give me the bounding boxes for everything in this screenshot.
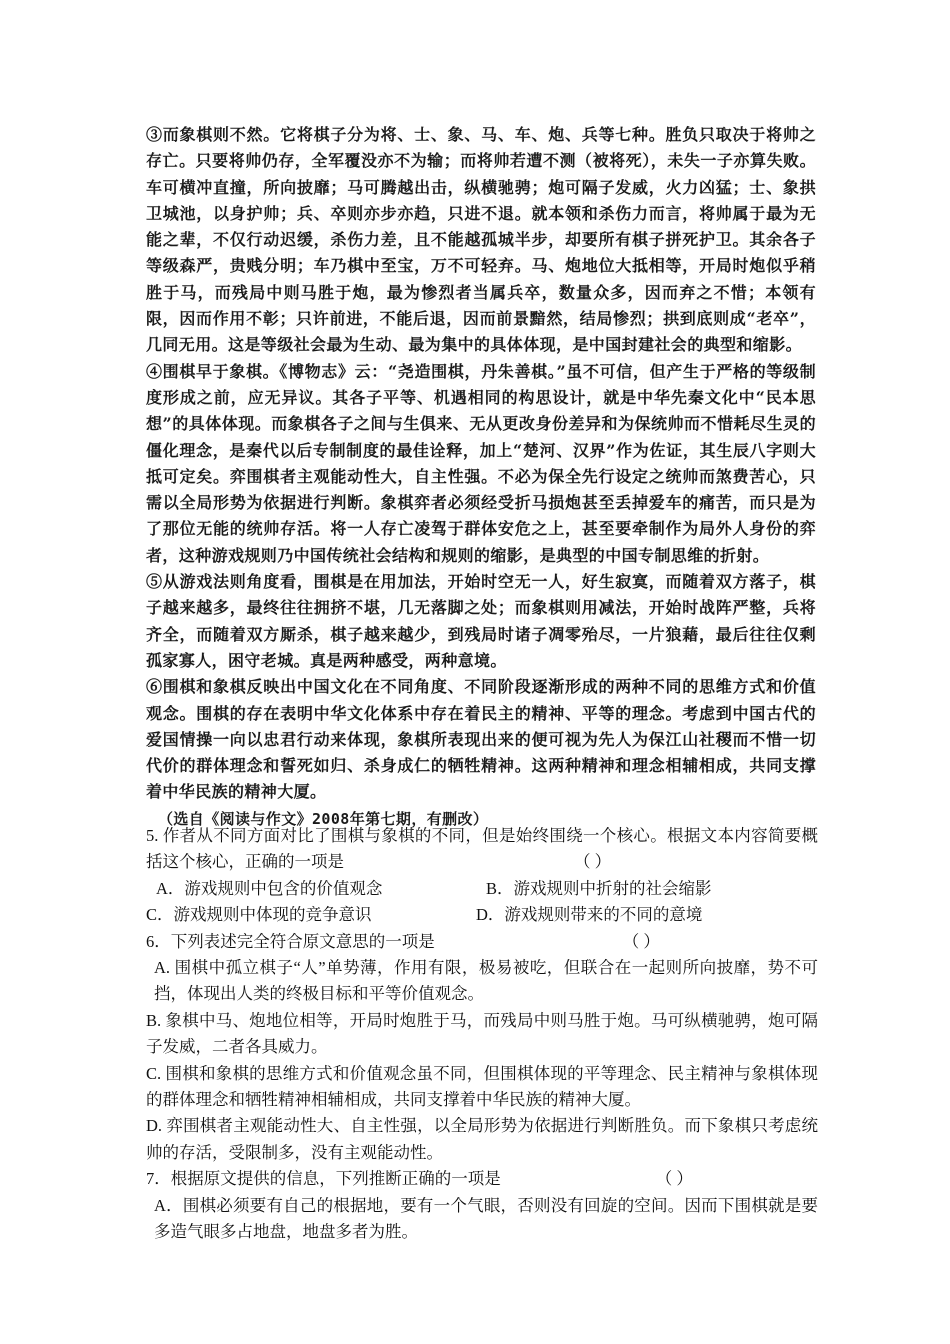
answer-blank-6: （ ） xyxy=(622,931,660,951)
paragraph-5: ⑤从游戏法则角度看，围棋是在用加法，开始时空无一人，好生寂寞，而随着双方落子，棋子越来越多，最终往往拥挤不堪，几无落脚之处；而象棋则用减法，开始时战阵严整，兵将齐全，而随着双方厮杀，棋子越来越少，到残局时诸子凋零殆尽，一片狼藉，最后往往仅剩孤家寡人，困守老城。真是两种感受，两种意境。 xyxy=(146,572,816,670)
questions-section xyxy=(146,823,818,1246)
question-7-text: 7．根据原文提供的信息，下列推断正确的一项是 xyxy=(146,1169,501,1189)
option-5a: A．游戏规则中包含的价值观念 xyxy=(156,878,383,898)
question-6-stem xyxy=(146,929,818,955)
paragraph-3: ③而象棋则不然。它将棋子分为将、士、象、马、车、炮、兵等七种。胜负只取决于将帅之存亡。只要将帅仍存，全军覆没亦不为输；而将帅若遭不测（被将死），未失一子亦算失败。车可横冲直撞，所向披靡；马可腾越出击，纵横驰骋；炮可隔子发威，火力凶猛；士、象拱卫城池，以身护帅；兵、卒则亦步亦趋，只进不退。就本领和杀伤力而言，将帅属于最为无能之辈，不仅行动迟缓，杀伤力差，且不能越孤城半步，却要所有棋子拼死护卫。其余各子等级森严，贵贱分明；车乃棋中至宝，万不可轻弃。马、炮地位大抵相等，开局时炮似乎稍胜于马，而残局中则马胜于炮，最为惨烈者当属兵卒，数量众多，因而弃之不惜；本领有限，因而作用不彰；只许前进，不能后退，因而前景黯然，结局惨烈；拱到底则成“老卒”，几同无用。这是等级社会最为生动、最为集中的具体体现，是中国封建社会的典型和缩影。 xyxy=(146,125,816,355)
option-6b: B. 象棋中马、炮地位相等，开局时炮胜于马，而残局中则马胜于炮。马可纵横驰骋，炮可隔子发威，二者各具威力。 xyxy=(146,1010,818,1057)
option-5b: B．游戏规则中折射的社会缩影 xyxy=(486,878,712,898)
paragraph-4: ④围棋早于象棋。《博物志》云：“尧造围棋，丹朱善棋。”虽不可信，但产生于严格的等级制度形成之前，应无异议。其各子平等、机遇相同的构思设计，就是中华先秦文化中“民本思想”的具体体现。而象棋各子之间与生俱来、无从更改身份差异和为保统帅而不惜耗尽生灵的僵化理念，是秦代以后专制制度的最佳诠释，加上“楚河、汉界”作为佐证，其生辰八字则大抵可定矣。弈围棋者主观能动性大，自主性强。不必为保全先行设定之统帅而煞费苦心，只需以全局形势为依据进行判断。象棋弈者必须经受折马损炮甚至丢掉爱车的痛苦，而只是为了那位无能的统帅存活。将一人存亡凌驾于群体安危之上，甚至要牵制作为局外人身份的弈者，这种游戏规则乃中国传统社会结构和规则的缩影，是典型的中国专制思维的折射。 xyxy=(146,361,816,565)
paragraph-6: ⑥围棋和象棋反映出中国文化在不同角度、不同阶段逐渐形成的两种不同的思维方式和价值观念。围棋的存在表明中华文化体系中存在着民主的精神、平等的理念。考虑到中国古代的爱国情操一向以忠君行动来体现，象棋所表现出来的便可视为先人为保江山社稷而不惜一切代价的群体理念和誓死如归、杀身成仁的牺牲精神。这两种精神和理念相辅相成，共同支撑着中华民族的精神大厦。 xyxy=(146,677,816,802)
option-6a: A. 围棋中孤立棋子“人”单势薄，作用有限，极易被吃，但联合在一起则所向披靡，势不可挡，体现出人类的终极目标和平等价值观念。 xyxy=(154,958,818,1004)
source-citation: （选自《阅读与作文》2008年第七期，有删改） xyxy=(158,809,489,828)
question-6-text: 6．下列表述完全符合原文意思的一项是 xyxy=(146,931,435,951)
option-5d: D．游戏规则带来的不同的意境 xyxy=(476,905,703,925)
question-5-stem xyxy=(146,823,818,876)
question-5-options-row-1 xyxy=(146,876,818,902)
question-5-options-row-2 xyxy=(146,902,818,928)
option-5c: C．游戏规则中体现的竞争意识 xyxy=(146,905,372,925)
answer-blank-7: （ ） xyxy=(655,1169,693,1189)
question-7-stem xyxy=(146,1166,818,1192)
answer-blank-5: （ ） xyxy=(574,852,612,872)
question-5-text: 5. 作者从不同方面对比了围棋与象棋的不同，但是始终围绕一个核心。根据文本内容简要概括这个核心，正确的一项是 xyxy=(146,826,818,872)
reading-passage xyxy=(146,122,816,832)
option-7a: A．围棋必须要有自己的根据地，要有一个气眼，否则没有回旋的空间。因而下围棋就是要多造气眼多占地盘，地盘多者为胜。 xyxy=(154,1195,818,1242)
option-6c: C. 围棋和象棋的思维方式和价值观念虽不同，但围棋体现的平等理念、民主精神与象棋体现的群体理念和牺牲精神相辅相成，共同支撑着中华民族的精神大厦。 xyxy=(146,1063,818,1110)
option-6d: D. 弈围棋者主观能动性大、自主性强，以全局形势为依据进行判断胜负。而下象棋只考虑统帅的存活，受限制多，没有主观能动性。 xyxy=(146,1116,818,1162)
